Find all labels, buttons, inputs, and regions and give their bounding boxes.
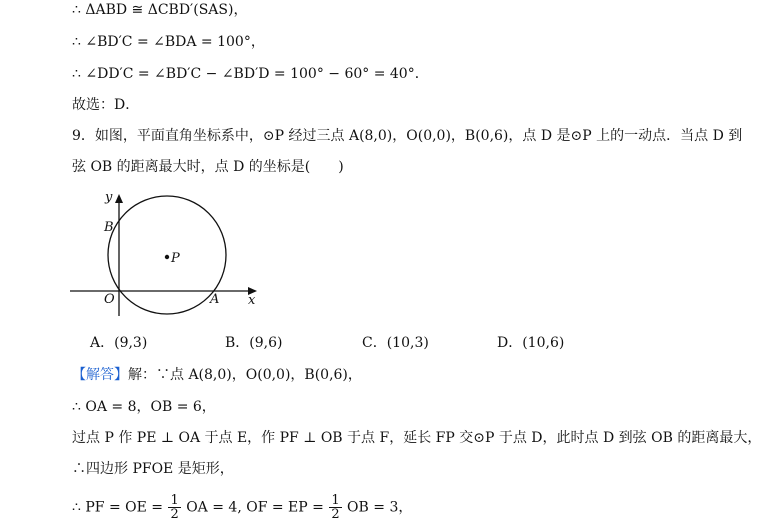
label-b: B	[104, 220, 114, 235]
solution-line-3: 过点 P 作 PE ⊥ OA 于点 E，作 PF ⊥ OB 于点 F，延长 FP 交⊙P 于点 D，此时点 D 到弦 OB 的距离最大，	[72, 430, 762, 446]
text-line-4: 故选：D．	[72, 97, 140, 113]
fraction-half-1: $\frac{1}{2}$	[170, 493, 179, 522]
text-line-2: ∴ ∠BD′C = ∠BDA = 100°，	[72, 34, 265, 50]
answer-tag: 【解答】	[72, 367, 128, 383]
solution-5-part-c: OB = 3，	[347, 499, 413, 516]
text-line-3: ∴ ∠DD′C = ∠BD′C − ∠BD′D = 100° − 60° = 40°．	[72, 66, 429, 82]
solution-line-4: ∴四边形 PFOE 是矩形，	[72, 461, 234, 477]
solution-5-part-b: OA = 4, OF = EP =	[186, 499, 324, 516]
solution-5-part-a: ∴ PF = OE =	[72, 499, 163, 516]
option-c: C．(10,3)	[362, 335, 429, 351]
label-a: A	[210, 292, 220, 307]
question-9-line-1: 9．如图，平面直角坐标系中，⊙P 经过三点 A(8,0)，O(0,0)，B(0,6)，点 D 是⊙P 上的一动点．当点 D 到	[72, 128, 743, 144]
label-x: x	[248, 293, 256, 308]
label-y: y	[105, 190, 113, 205]
fraction-half-2: $\frac{1}{2}$	[331, 493, 340, 522]
y-axis-arrow	[115, 194, 123, 203]
solution-text-1: 解：∵点 A(8,0)，O(0,0)，B(0,6)，	[128, 367, 362, 383]
text-line-1: ∴ ΔABD ≅ ΔCBD′(SAS)，	[72, 2, 248, 18]
point-p-dot	[165, 255, 169, 259]
option-a: A．(9,3)	[90, 335, 148, 351]
question-9-line-2: 弦 OB 的距离最大时，点 D 的坐标是( )	[72, 159, 344, 175]
label-p: P	[171, 251, 180, 266]
solution-line-1	[72, 365, 362, 385]
label-o: O	[104, 292, 115, 307]
coordinate-figure	[60, 188, 260, 318]
option-d: D．(10,6)	[497, 335, 565, 351]
solution-line-2: ∴ OA = 8，OB = 6，	[72, 399, 216, 415]
option-b: B．(9,6)	[225, 335, 283, 351]
solution-line-5	[72, 494, 412, 521]
